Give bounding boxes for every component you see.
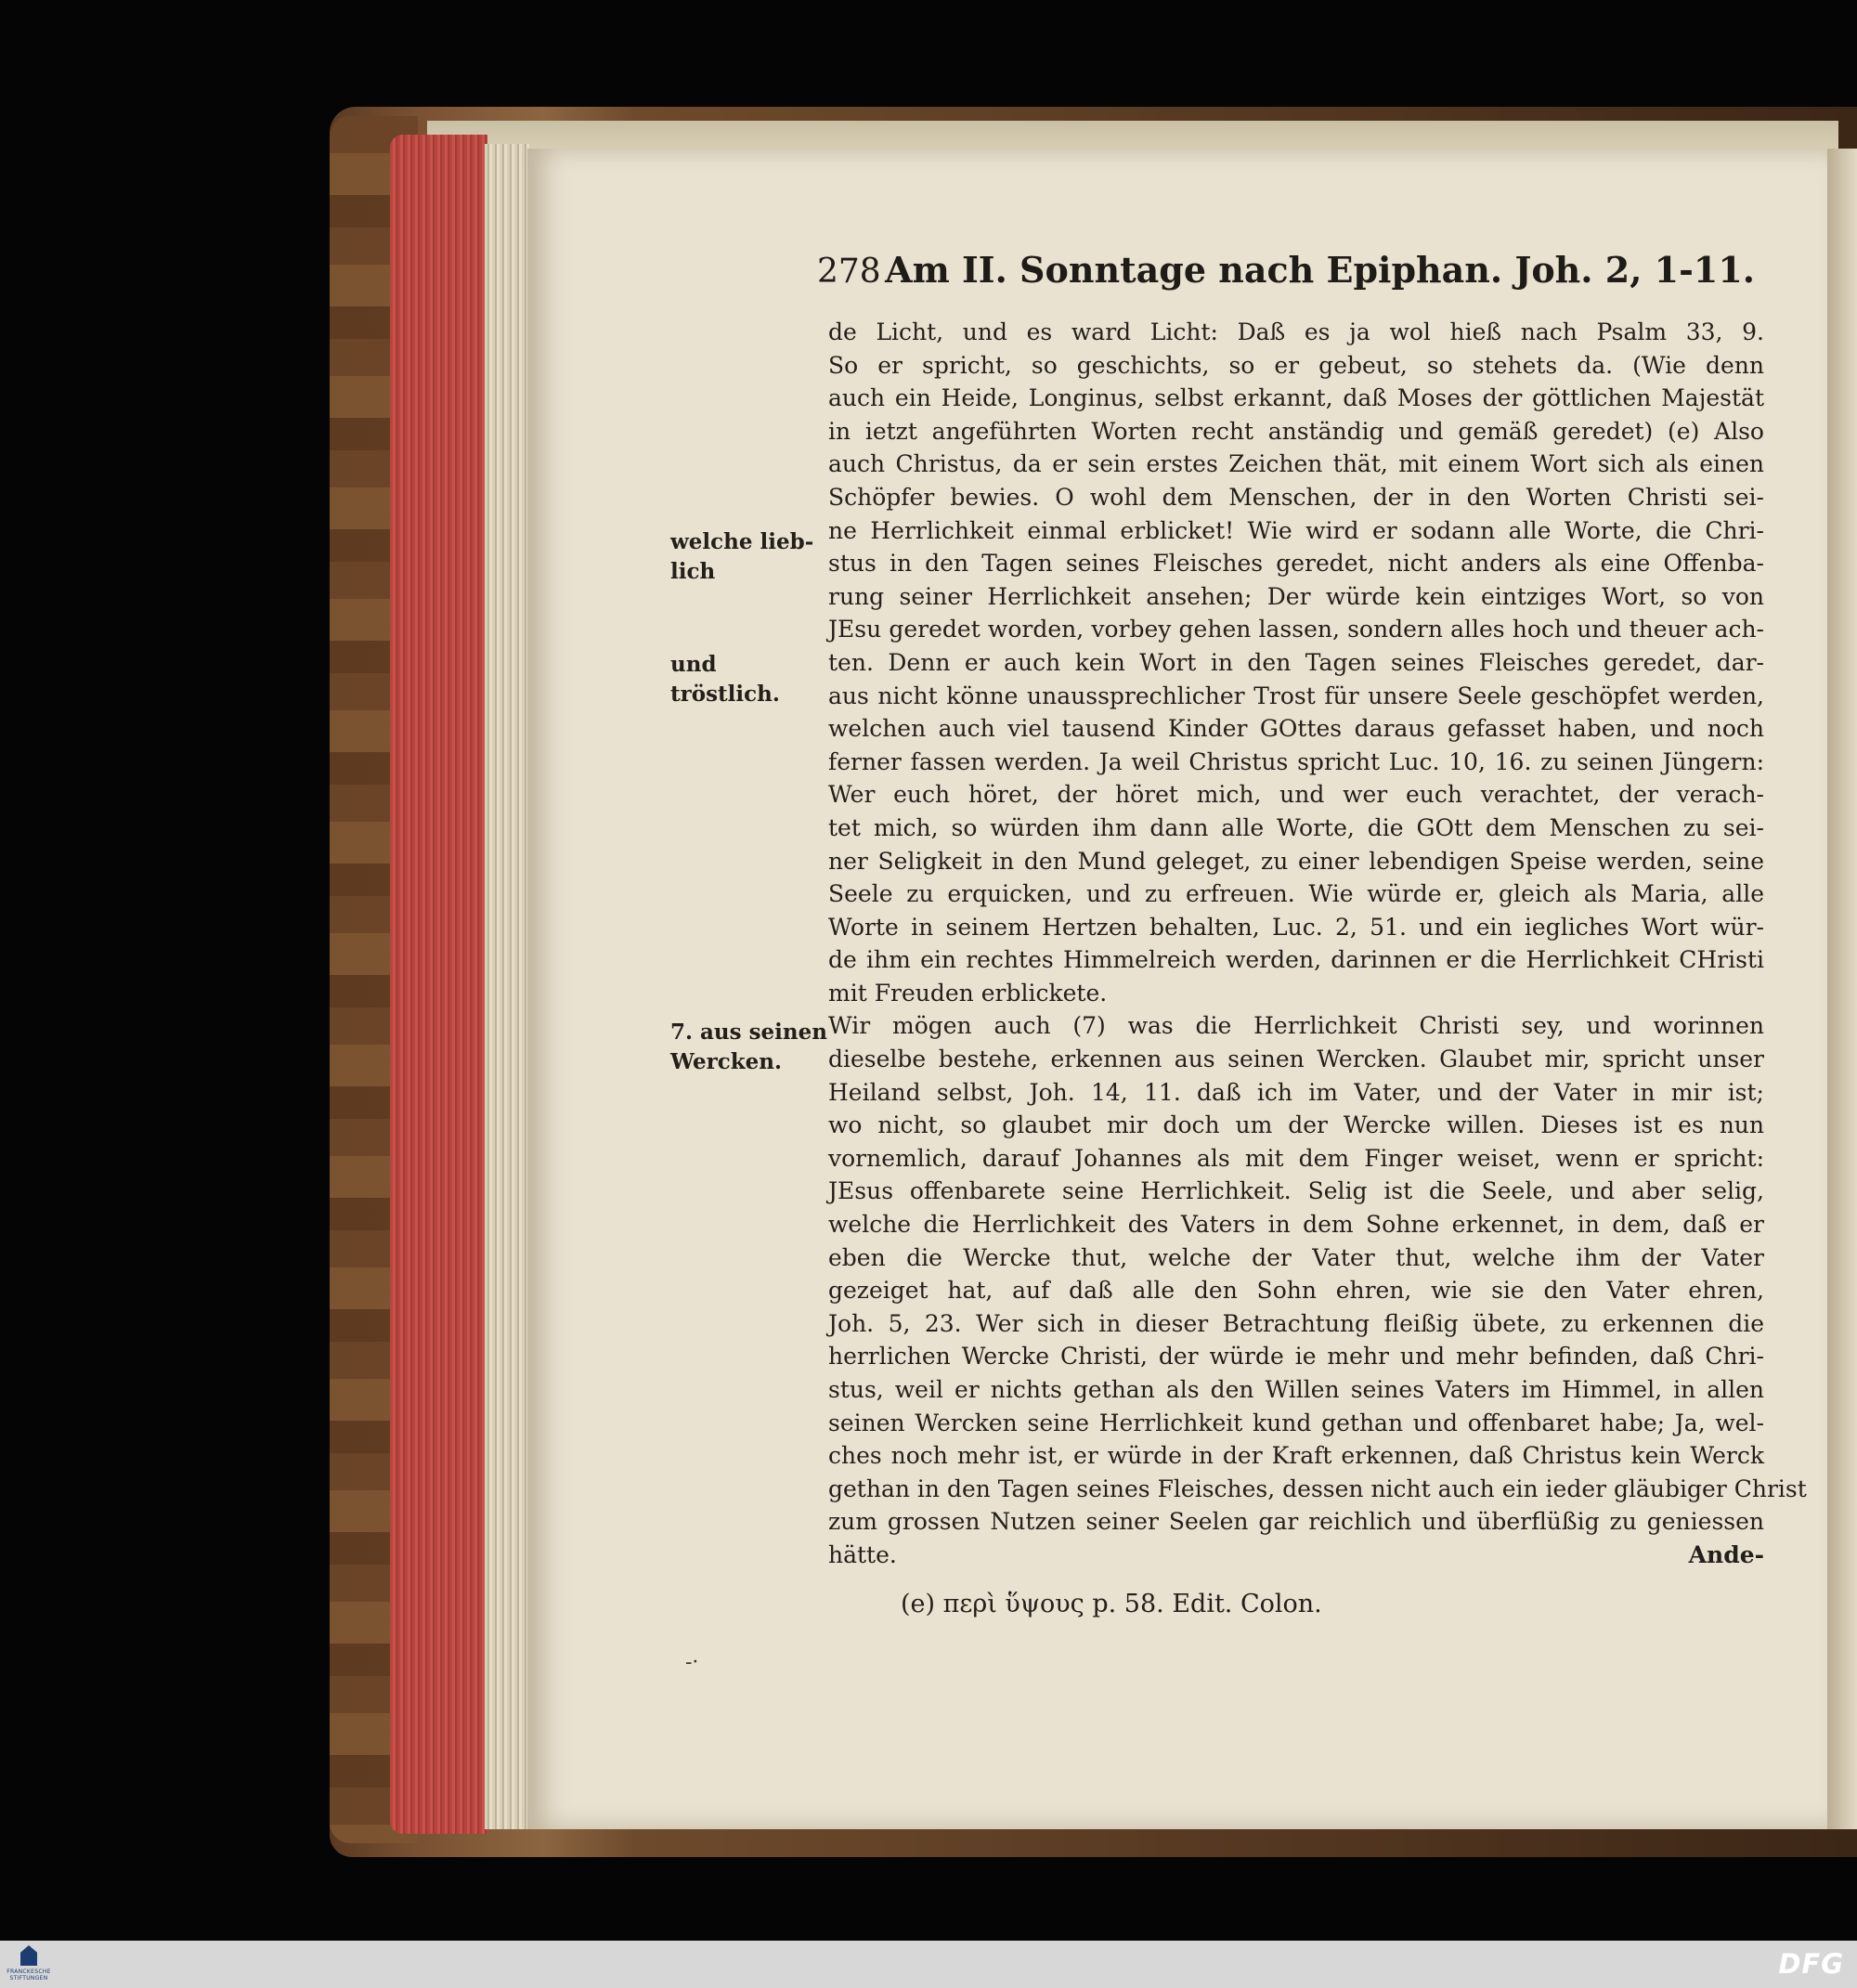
text-line: Wir mögen auch (7) was die Herrlichkeit Christi sey, und worinnen [828,1012,1764,1040]
text-line: hätte. [828,1540,897,1568]
building-icon [20,1945,37,1966]
text-line: de ihm ein rechtes Himmelreich werden, darinnen er die Herrlichkeit CHristi [828,946,1764,974]
text-line: mit Freuden erblickete. [828,979,1108,1007]
text-line: dieselbe bestehe, erkennen aus seinen Wercken. Glaubet mir, spricht unser [828,1046,1764,1073]
logo-text: FRANCKESCHE STIFTUNGEN [6,1969,51,1982]
text-line: auch ein Heide, Longinus, selbst erkannt, daß Moses der göttlichen Majestät [828,384,1764,412]
text-line: stus, weil er nichts gethan als den Willen seines Vaters im Himmel, in allen [828,1376,1764,1403]
margin-note: 7. aus seinen Wercken. [670,1020,827,1074]
text-line: tet mich, so würden ihm dann alle Worte, die GOtt dem Menschen zu sei- [828,813,1764,841]
text-line: stus in den Tagen seines Fleisches geredet, nicht anders als eine Offenba- [828,550,1764,578]
text-line: Worte in seinem Hertzen behalten, Luc. 2, 51. und ein iegliches Wort wür- [828,913,1764,941]
text-line: ches noch mehr ist, er würde in der Kraft erkennen, daß Christus kein Werck [828,1442,1764,1470]
text-line: zum grossen Nutzen seiner Seelen gar reichlich und überflüßig zu geniessen [828,1508,1764,1536]
margin-note: und tröstlich. [670,652,780,707]
text-line: gethan in den Tagen seines Fleisches, dessen nicht auch ein ieder gläubiger Christ [828,1475,1807,1502]
text-line: JEsus offenbarete seine Herrlichkeit. Selig ist die Seele, und aber selig, [828,1177,1764,1205]
text-line: ne Herrlichkeit einmal erblicket! Wie wird er sodann alle Worte, die Chri- [828,516,1764,544]
catchword: Ande- [1688,1540,1764,1568]
text-line: Wer euch höret, der höret mich, und wer euch verachtet, der verach- [828,781,1764,809]
text-line: eben die Wercke thut, welche der Vater thut, welche ihm der Vater [828,1243,1764,1271]
text-line: ner Seligkeit in den Mund geleget, zu einer lebendigen Speise werden, seine [828,847,1764,875]
text-line: wo nicht, so glaubet mir doch um der Wercke willen. Dieses ist es nun [828,1111,1764,1139]
facing-page-edge [1827,149,1857,1829]
text-line: gezeiget hat, auf daß alle den Sohn ehren, wie sie den Vater ehren, [828,1277,1764,1305]
page-number: 278 [817,253,881,291]
text-line: auch Christus, da er sein erstes Zeichen thät, mit einem Wort sich als einen [828,450,1764,478]
text-line: Joh. 5, 23. Wer sich in dieser Betrachtung fleißig übete, zu erkennen die [828,1309,1764,1337]
text-line: de Licht, und es ward Licht: Daß es ja wol hieß nach Psalm 33, 9. [828,318,1764,345]
text-line: welche die Herrlichkeit des Vaters in dem Sohne erkennet, in dem, daß er [828,1211,1764,1239]
last-line [828,1539,1764,1572]
text-line: seinen Wercken seine Herrlichkeit kund gethan und offenbaret habe; Ja, wel- [828,1409,1764,1436]
text-line: aus nicht könne unaussprechlicher Trost für unsere Seele geschöpfet werden, [828,682,1764,709]
viewer-footer [0,1941,1857,1988]
franckesche-stiftungen-logo[interactable] [6,1945,52,1984]
text-line: Seele zu erquicken, und zu erfreuen. Wie würde er, gleich als Maria, alle [828,880,1764,908]
page-header [817,249,1755,297]
text-line: JEsu geredet worden, vorbey gehen lassen, sondern alles hoch und theuer ach- [828,616,1764,643]
dfg-logo[interactable]: DFG [1778,1948,1844,1980]
text-line: rung seiner Herrlichkeit ansehen; Der würde kein eintziges Wort, so von [828,582,1764,610]
text-line: ten. Denn er auch kein Wort in den Tagen seines Fleisches geredet, dar- [828,648,1764,676]
text-line: herrlichen Wercke Christi, der würde ie mehr und mehr befinden, daß Chri- [828,1343,1764,1371]
text-line: welchen auch viel tausend Kinder GOttes daraus gefasset haben, und noch [828,715,1764,743]
page-mark: -· [685,1651,699,1674]
main-text [828,316,1807,1572]
page-edges [485,144,529,1829]
red-page-edge [390,135,487,1834]
text-line: in ietzt angeführten Worten recht anständig und gemäß geredet) (e) Also [828,417,1764,445]
text-line: So er spricht, so geschichts, so er gebeut, so stehets da. (Wie denn [828,351,1764,379]
text-line: Schöpfer bewies. O wohl dem Menschen, der in den Worten Christi sei- [828,483,1764,511]
running-title: Am II. Sonntage nach Epiphan. Joh. 2, 1-11. [885,249,1755,291]
footnote: (e) περὶ ὕψους p. 58. Edit. Colon. [901,1590,1322,1618]
text-line: vornemlich, darauf Johannes als mit dem Finger weiset, wenn er spricht: [828,1144,1764,1172]
margin-note: welche lieb- lich [670,529,814,584]
text-line: ferner fassen werden. Ja weil Christus spricht Luc. 10, 16. zu seinen Jüngern: [828,747,1764,775]
text-line: Heiland selbst, Joh. 14, 11. daß ich im Vater, und der Vater in mir ist; [828,1078,1764,1106]
